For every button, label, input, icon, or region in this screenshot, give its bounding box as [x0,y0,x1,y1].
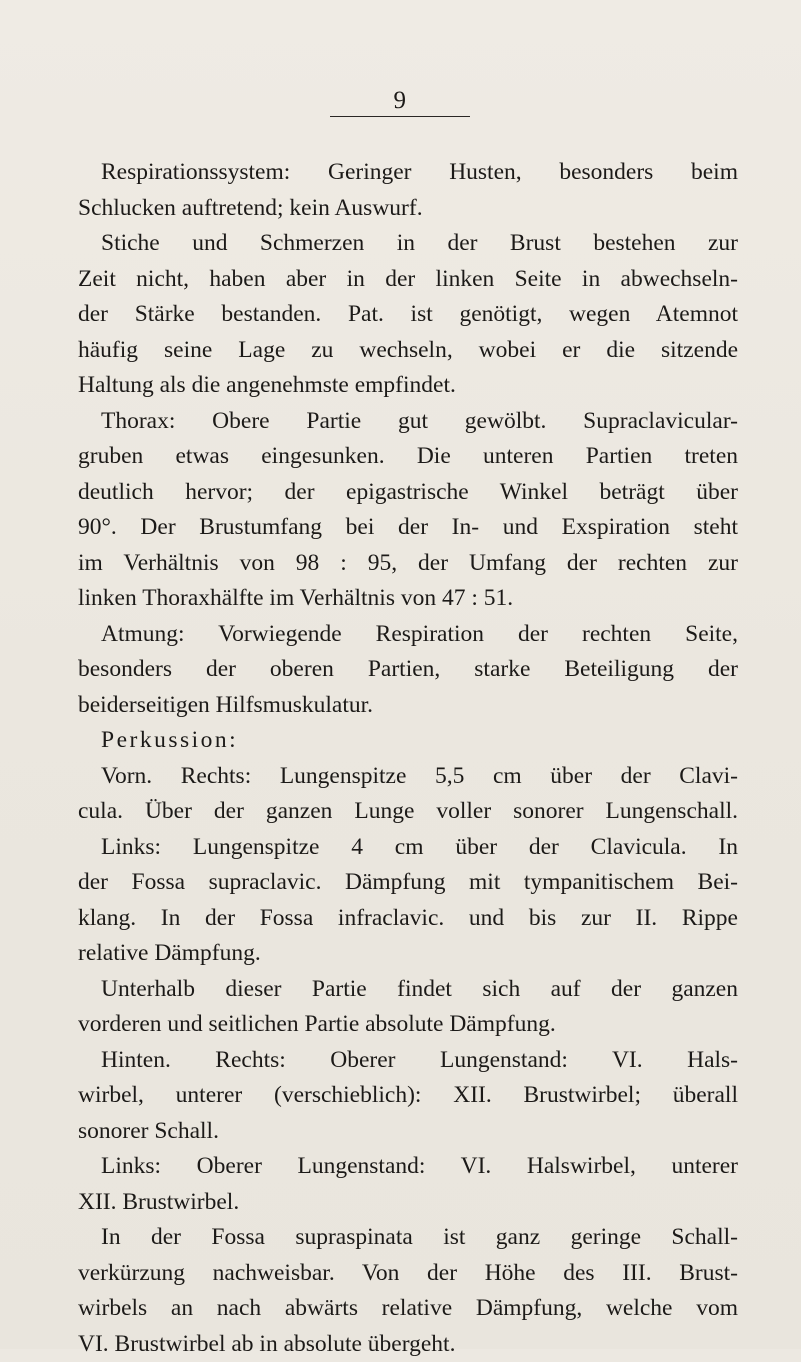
text-line: Unterhalb dieser Partie findet sich auf der ganzen [78,972,738,1008]
text-line: deutlich hervor; der epigastrische Winkel beträgt über [78,475,738,511]
text-line: linken Thoraxhälfte im Verhältnis von 47 : 51. [78,581,738,617]
text-line: In der Fossa supraspinata ist ganz geringe Schall- [78,1220,738,1256]
text-line: der Stärke bestanden. Pat. ist genötigt, wegen Atemnot [78,297,738,333]
text-line: klang. In der Fossa infraclavic. und bis zur II. Rippe [78,901,738,937]
page-number: 9 [330,86,470,117]
text-line: Links: Oberer Lungenstand: VI. Halswirbel, unterer [78,1149,738,1185]
text-line: cula. Über der ganzen Lunge voller sonorer Lungenschall. [78,794,738,830]
text-line: verkürzung nachweisbar. Von der Höhe des III. Brust- [78,1256,738,1292]
text-line: Schlucken auftretend; kein Auswurf. [78,191,738,227]
text-line: Haltung als die angenehmste empfindet. [78,368,738,404]
text-line: vorderen und seitlichen Partie absolute Dämpfung. [78,1007,738,1043]
text-line: Respirationssystem: Geringer Husten, besonders beim [78,155,738,191]
text-line: VI. Brustwirbel ab in absolute übergeht. [78,1327,738,1362]
text-line: 90°. Der Brustumfang bei der In- und Exspiration steht [78,510,738,546]
text-line: besonders der oberen Partien, starke Beteiligung der [78,652,738,688]
text-line: Vorn. Rechts: Lungenspitze 5,5 cm über der Clavi- [78,759,738,795]
text-line: Zeit nicht, haben aber in der linken Seite in abwechseln- [78,262,738,298]
text-line: der Fossa supraclavic. Dämpfung mit tympanitischem Bei- [78,865,738,901]
text-line: Thorax: Obere Partie gut gewölbt. Supraclavicular- [78,404,738,440]
text-line: relative Dämpfung. [78,936,738,972]
text-line: wirbels an nach abwärts relative Dämpfung, welche vom [78,1291,738,1327]
text-line: sonorer Schall. [78,1114,738,1150]
text-line: XII. Brustwirbel. [78,1185,738,1221]
text-line: im Verhältnis von 98 : 95, der Umfang der rechten zur [78,546,738,582]
body-text [78,155,738,1362]
text-line: Stiche und Schmerzen in der Brust bestehen zur [78,226,738,262]
text-line: Links: Lungenspitze 4 cm über der Clavicula. In [78,830,738,866]
text-line: Atmung: Vorwiegende Respiration der rechten Seite, [78,617,738,653]
text-line: gruben etwas eingesunken. Die unteren Partien treten [78,439,738,475]
text-line: Perkussion: [78,723,738,759]
text-line: Hinten. Rechts: Oberer Lungenstand: VI. Hals- [78,1043,738,1079]
text-line: beiderseitigen Hilfsmuskulatur. [78,688,738,724]
text-line: häufig seine Lage zu wechseln, wobei er die sitzende [78,333,738,369]
text-line: wirbel, unterer (verschieblich): XII. Brustwirbel; überall [78,1078,738,1114]
